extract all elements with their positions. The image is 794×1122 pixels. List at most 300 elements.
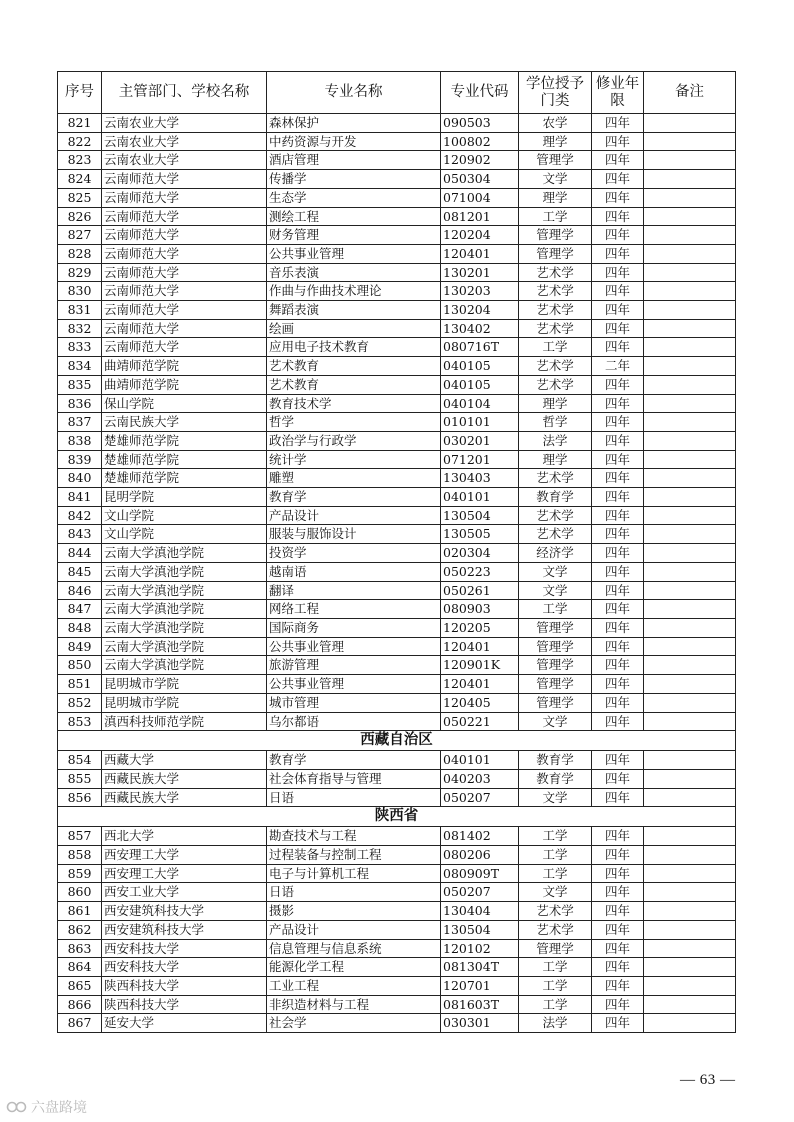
cell-major: 生态学 bbox=[267, 188, 441, 207]
cell-seq: 830 bbox=[58, 282, 102, 301]
table-row bbox=[58, 413, 736, 432]
col-header-school: 主管部门、学校名称 bbox=[102, 72, 267, 114]
cell-major: 翻译 bbox=[267, 581, 441, 600]
cell-notes bbox=[644, 939, 736, 958]
cell-code: 120401 bbox=[441, 244, 519, 263]
cell-major: 教育技术学 bbox=[267, 394, 441, 413]
cell-major: 能源化学工程 bbox=[267, 958, 441, 977]
table-row bbox=[58, 883, 736, 902]
cell-degree: 艺术学 bbox=[519, 357, 592, 376]
cell-notes bbox=[644, 712, 736, 731]
cell-seq: 854 bbox=[58, 751, 102, 770]
cell-notes bbox=[644, 846, 736, 865]
cell-years: 四年 bbox=[592, 920, 644, 939]
cell-school: 延安大学 bbox=[102, 1014, 267, 1033]
cell-school: 云南师范大学 bbox=[102, 207, 267, 226]
table-row bbox=[58, 902, 736, 921]
cell-seq: 845 bbox=[58, 562, 102, 581]
cell-school: 曲靖师范学院 bbox=[102, 357, 267, 376]
cell-code: 130204 bbox=[441, 301, 519, 320]
cell-years: 四年 bbox=[592, 675, 644, 694]
cell-seq: 834 bbox=[58, 357, 102, 376]
cell-code: 071201 bbox=[441, 450, 519, 469]
cell-code: 081201 bbox=[441, 207, 519, 226]
cell-seq: 835 bbox=[58, 375, 102, 394]
cell-school: 云南师范大学 bbox=[102, 319, 267, 338]
majors-table bbox=[57, 71, 736, 1033]
cell-notes bbox=[644, 413, 736, 432]
cell-years: 四年 bbox=[592, 114, 644, 133]
table-row bbox=[58, 600, 736, 619]
cell-notes bbox=[644, 207, 736, 226]
cell-code: 120205 bbox=[441, 618, 519, 637]
table-row bbox=[58, 226, 736, 245]
table-header-row bbox=[58, 72, 736, 114]
cell-seq: 864 bbox=[58, 958, 102, 977]
cell-seq: 866 bbox=[58, 995, 102, 1014]
cell-major: 政治学与行政学 bbox=[267, 431, 441, 450]
cell-years: 四年 bbox=[592, 939, 644, 958]
table-row bbox=[58, 469, 736, 488]
cell-major: 旅游管理 bbox=[267, 656, 441, 675]
cell-code: 040101 bbox=[441, 751, 519, 770]
cell-major: 过程装备与控制工程 bbox=[267, 846, 441, 865]
cell-notes bbox=[644, 114, 736, 133]
cell-degree: 文学 bbox=[519, 562, 592, 581]
cell-major: 公共事业管理 bbox=[267, 637, 441, 656]
cell-code: 100802 bbox=[441, 132, 519, 151]
cell-seq: 823 bbox=[58, 151, 102, 170]
cell-major: 信息管理与信息系统 bbox=[267, 939, 441, 958]
cell-degree: 艺术学 bbox=[519, 375, 592, 394]
cell-degree: 哲学 bbox=[519, 413, 592, 432]
cell-major: 社会学 bbox=[267, 1014, 441, 1033]
cell-school: 云南师范大学 bbox=[102, 282, 267, 301]
cell-code: 040105 bbox=[441, 375, 519, 394]
cell-notes bbox=[644, 170, 736, 189]
cell-major: 摄影 bbox=[267, 902, 441, 921]
cell-code: 120901K bbox=[441, 656, 519, 675]
cell-major: 乌尔都语 bbox=[267, 712, 441, 731]
cell-seq: 851 bbox=[58, 675, 102, 694]
cell-major: 产品设计 bbox=[267, 506, 441, 525]
cell-years: 四年 bbox=[592, 995, 644, 1014]
cell-years: 四年 bbox=[592, 263, 644, 282]
cell-seq: 855 bbox=[58, 769, 102, 788]
cell-degree: 艺术学 bbox=[519, 920, 592, 939]
cell-years: 四年 bbox=[592, 827, 644, 846]
cell-code: 120701 bbox=[441, 976, 519, 995]
cell-notes bbox=[644, 1014, 736, 1033]
cell-major: 产品设计 bbox=[267, 920, 441, 939]
cell-seq: 841 bbox=[58, 488, 102, 507]
cell-seq: 847 bbox=[58, 600, 102, 619]
cell-years: 四年 bbox=[592, 170, 644, 189]
cell-seq: 863 bbox=[58, 939, 102, 958]
cell-seq: 833 bbox=[58, 338, 102, 357]
cell-school: 陕西科技大学 bbox=[102, 995, 267, 1014]
cell-seq: 861 bbox=[58, 902, 102, 921]
cell-code: 120405 bbox=[441, 693, 519, 712]
cell-code: 090503 bbox=[441, 114, 519, 133]
cell-major: 哲学 bbox=[267, 413, 441, 432]
cell-seq: 839 bbox=[58, 450, 102, 469]
cell-notes bbox=[644, 244, 736, 263]
cell-degree: 教育学 bbox=[519, 488, 592, 507]
cell-major: 日语 bbox=[267, 788, 441, 807]
cell-school: 云南农业大学 bbox=[102, 132, 267, 151]
cell-code: 130404 bbox=[441, 902, 519, 921]
region-name: 陕西省 bbox=[58, 807, 736, 827]
cell-years: 四年 bbox=[592, 413, 644, 432]
cell-notes bbox=[644, 132, 736, 151]
cell-degree: 艺术学 bbox=[519, 301, 592, 320]
cell-years: 四年 bbox=[592, 450, 644, 469]
cell-degree: 农学 bbox=[519, 114, 592, 133]
table-row bbox=[58, 864, 736, 883]
cell-notes bbox=[644, 920, 736, 939]
cell-major: 统计学 bbox=[267, 450, 441, 469]
cell-code: 130403 bbox=[441, 469, 519, 488]
cell-school: 云南师范大学 bbox=[102, 244, 267, 263]
table-row bbox=[58, 581, 736, 600]
cell-notes bbox=[644, 319, 736, 338]
cell-major: 舞蹈表演 bbox=[267, 301, 441, 320]
cell-seq: 848 bbox=[58, 618, 102, 637]
table-row bbox=[58, 114, 736, 133]
cell-major: 社会体育指导与管理 bbox=[267, 769, 441, 788]
cell-degree: 工学 bbox=[519, 600, 592, 619]
table-row bbox=[58, 301, 736, 320]
cell-years: 四年 bbox=[592, 958, 644, 977]
cell-major: 勘查技术与工程 bbox=[267, 827, 441, 846]
cell-seq: 832 bbox=[58, 319, 102, 338]
table-row bbox=[58, 1014, 736, 1033]
cell-major: 绘画 bbox=[267, 319, 441, 338]
table-row bbox=[58, 618, 736, 637]
cell-code: 120204 bbox=[441, 226, 519, 245]
cell-notes bbox=[644, 618, 736, 637]
cell-major: 财务管理 bbox=[267, 226, 441, 245]
cell-years: 四年 bbox=[592, 132, 644, 151]
table-row bbox=[58, 769, 736, 788]
cell-seq: 825 bbox=[58, 188, 102, 207]
table-row bbox=[58, 693, 736, 712]
table-row bbox=[58, 132, 736, 151]
cell-degree: 艺术学 bbox=[519, 263, 592, 282]
cell-degree: 文学 bbox=[519, 788, 592, 807]
cell-code: 010101 bbox=[441, 413, 519, 432]
cell-major: 越南语 bbox=[267, 562, 441, 581]
cell-school: 西安理工大学 bbox=[102, 846, 267, 865]
cell-degree: 工学 bbox=[519, 846, 592, 865]
cell-code: 040104 bbox=[441, 394, 519, 413]
cell-seq: 849 bbox=[58, 637, 102, 656]
cell-seq: 827 bbox=[58, 226, 102, 245]
cell-code: 080909T bbox=[441, 864, 519, 883]
cell-degree: 工学 bbox=[519, 864, 592, 883]
cell-years: 四年 bbox=[592, 151, 644, 170]
cell-notes bbox=[644, 637, 736, 656]
cell-degree: 文学 bbox=[519, 581, 592, 600]
cell-notes bbox=[644, 506, 736, 525]
table-row bbox=[58, 319, 736, 338]
cell-degree: 工学 bbox=[519, 207, 592, 226]
cell-notes bbox=[644, 357, 736, 376]
cell-notes bbox=[644, 995, 736, 1014]
cell-degree: 理学 bbox=[519, 394, 592, 413]
cell-notes bbox=[644, 188, 736, 207]
cell-code: 080903 bbox=[441, 600, 519, 619]
table-row bbox=[58, 506, 736, 525]
cell-seq: 859 bbox=[58, 864, 102, 883]
cell-school: 云南大学滇池学院 bbox=[102, 581, 267, 600]
cell-notes bbox=[644, 788, 736, 807]
cell-school: 西安科技大学 bbox=[102, 958, 267, 977]
cell-code: 081603T bbox=[441, 995, 519, 1014]
cell-major: 网络工程 bbox=[267, 600, 441, 619]
cell-notes bbox=[644, 282, 736, 301]
cell-school: 云南师范大学 bbox=[102, 170, 267, 189]
cell-school: 昆明城市学院 bbox=[102, 693, 267, 712]
cell-seq: 826 bbox=[58, 207, 102, 226]
cell-seq: 821 bbox=[58, 114, 102, 133]
cell-years: 四年 bbox=[592, 656, 644, 675]
cell-major: 工业工程 bbox=[267, 976, 441, 995]
cell-years: 四年 bbox=[592, 864, 644, 883]
table-row bbox=[58, 525, 736, 544]
table-row bbox=[58, 712, 736, 731]
cell-degree: 管理学 bbox=[519, 244, 592, 263]
cell-seq: 828 bbox=[58, 244, 102, 263]
cell-seq: 846 bbox=[58, 581, 102, 600]
watermark-text: 六盘路境 bbox=[31, 1100, 87, 1116]
cell-notes bbox=[644, 883, 736, 902]
table-row bbox=[58, 637, 736, 656]
table-row bbox=[58, 282, 736, 301]
table-row bbox=[58, 827, 736, 846]
cell-code: 081304T bbox=[441, 958, 519, 977]
cell-degree: 法学 bbox=[519, 1014, 592, 1033]
cell-school: 曲靖师范学院 bbox=[102, 375, 267, 394]
cell-code: 130402 bbox=[441, 319, 519, 338]
cell-degree: 管理学 bbox=[519, 693, 592, 712]
cell-major: 中药资源与开发 bbox=[267, 132, 441, 151]
cell-notes bbox=[644, 751, 736, 770]
table-row bbox=[58, 976, 736, 995]
cell-notes bbox=[644, 488, 736, 507]
cell-school: 云南师范大学 bbox=[102, 226, 267, 245]
cell-school: 云南民族大学 bbox=[102, 413, 267, 432]
cell-years: 四年 bbox=[592, 544, 644, 563]
table-row bbox=[58, 263, 736, 282]
cell-degree: 艺术学 bbox=[519, 469, 592, 488]
cell-school: 西安理工大学 bbox=[102, 864, 267, 883]
cell-seq: 840 bbox=[58, 469, 102, 488]
cell-degree: 文学 bbox=[519, 883, 592, 902]
cell-school: 文山学院 bbox=[102, 506, 267, 525]
cell-code: 050261 bbox=[441, 581, 519, 600]
cell-code: 130504 bbox=[441, 920, 519, 939]
cell-years: 四年 bbox=[592, 488, 644, 507]
cell-school: 云南大学滇池学院 bbox=[102, 637, 267, 656]
cell-degree: 管理学 bbox=[519, 226, 592, 245]
cell-school: 楚雄师范学院 bbox=[102, 431, 267, 450]
cell-degree: 文学 bbox=[519, 712, 592, 731]
cell-seq: 862 bbox=[58, 920, 102, 939]
cell-school: 西安科技大学 bbox=[102, 939, 267, 958]
table-row bbox=[58, 488, 736, 507]
cell-years: 四年 bbox=[592, 693, 644, 712]
cell-years: 四年 bbox=[592, 394, 644, 413]
col-header-code: 专业代码 bbox=[441, 72, 519, 114]
cell-code: 120102 bbox=[441, 939, 519, 958]
cell-major: 教育学 bbox=[267, 751, 441, 770]
cell-school: 云南大学滇池学院 bbox=[102, 656, 267, 675]
cell-degree: 艺术学 bbox=[519, 282, 592, 301]
cell-code: 130203 bbox=[441, 282, 519, 301]
table-row bbox=[58, 656, 736, 675]
cell-major: 国际商务 bbox=[267, 618, 441, 637]
cell-school: 保山学院 bbox=[102, 394, 267, 413]
cell-major: 教育学 bbox=[267, 488, 441, 507]
cell-code: 050221 bbox=[441, 712, 519, 731]
cell-seq: 831 bbox=[58, 301, 102, 320]
cell-school: 陕西科技大学 bbox=[102, 976, 267, 995]
table-row bbox=[58, 357, 736, 376]
cell-code: 050304 bbox=[441, 170, 519, 189]
cell-major: 森林保护 bbox=[267, 114, 441, 133]
table-row bbox=[58, 939, 736, 958]
cell-degree: 教育学 bbox=[519, 751, 592, 770]
cell-years: 四年 bbox=[592, 788, 644, 807]
cell-school: 云南农业大学 bbox=[102, 114, 267, 133]
cell-years: 四年 bbox=[592, 469, 644, 488]
cell-seq: 842 bbox=[58, 506, 102, 525]
cell-school: 昆明学院 bbox=[102, 488, 267, 507]
region-header-row bbox=[58, 731, 736, 751]
cell-seq: 844 bbox=[58, 544, 102, 563]
cell-seq: 865 bbox=[58, 976, 102, 995]
cell-degree: 管理学 bbox=[519, 675, 592, 694]
cell-code: 040203 bbox=[441, 769, 519, 788]
cell-school: 西安建筑科技大学 bbox=[102, 902, 267, 921]
cell-notes bbox=[644, 562, 736, 581]
cell-seq: 822 bbox=[58, 132, 102, 151]
cell-years: 四年 bbox=[592, 525, 644, 544]
cell-notes bbox=[644, 226, 736, 245]
cell-years: 四年 bbox=[592, 769, 644, 788]
cell-seq: 850 bbox=[58, 656, 102, 675]
cell-major: 艺术教育 bbox=[267, 375, 441, 394]
cell-degree: 工学 bbox=[519, 958, 592, 977]
table-row bbox=[58, 188, 736, 207]
table-row bbox=[58, 788, 736, 807]
cell-code: 080206 bbox=[441, 846, 519, 865]
cell-years: 四年 bbox=[592, 188, 644, 207]
cell-years: 四年 bbox=[592, 600, 644, 619]
col-header-major: 专业名称 bbox=[267, 72, 441, 114]
cell-code: 050207 bbox=[441, 883, 519, 902]
cell-years: 四年 bbox=[592, 301, 644, 320]
cell-notes bbox=[644, 431, 736, 450]
cell-degree: 艺术学 bbox=[519, 525, 592, 544]
table-row bbox=[58, 751, 736, 770]
cell-years: 四年 bbox=[592, 902, 644, 921]
cell-seq: 860 bbox=[58, 883, 102, 902]
cell-notes bbox=[644, 338, 736, 357]
table-row bbox=[58, 170, 736, 189]
cell-code: 050207 bbox=[441, 788, 519, 807]
col-header-years: 修业年限 bbox=[592, 72, 644, 114]
cell-code: 040105 bbox=[441, 357, 519, 376]
cell-code: 130505 bbox=[441, 525, 519, 544]
cell-major: 传播学 bbox=[267, 170, 441, 189]
cell-school: 西北大学 bbox=[102, 827, 267, 846]
cell-major: 公共事业管理 bbox=[267, 244, 441, 263]
region-name: 西藏自治区 bbox=[58, 731, 736, 751]
cell-years: 四年 bbox=[592, 581, 644, 600]
cell-years: 四年 bbox=[592, 562, 644, 581]
table-body bbox=[58, 114, 736, 1033]
cell-seq: 843 bbox=[58, 525, 102, 544]
cell-years: 四年 bbox=[592, 319, 644, 338]
cell-code: 020304 bbox=[441, 544, 519, 563]
cell-years: 四年 bbox=[592, 846, 644, 865]
cell-school: 西安建筑科技大学 bbox=[102, 920, 267, 939]
cell-school: 西安工业大学 bbox=[102, 883, 267, 902]
cell-code: 081402 bbox=[441, 827, 519, 846]
col-header-degree: 学位授予门类 bbox=[519, 72, 592, 114]
table-row bbox=[58, 207, 736, 226]
cell-notes bbox=[644, 675, 736, 694]
cell-seq: 853 bbox=[58, 712, 102, 731]
cell-major: 音乐表演 bbox=[267, 263, 441, 282]
cell-school: 云南大学滇池学院 bbox=[102, 544, 267, 563]
watermark bbox=[6, 1097, 87, 1117]
cell-degree: 理学 bbox=[519, 188, 592, 207]
cell-degree: 法学 bbox=[519, 431, 592, 450]
cell-notes bbox=[644, 902, 736, 921]
cell-notes bbox=[644, 581, 736, 600]
cell-degree: 管理学 bbox=[519, 939, 592, 958]
cell-code: 130504 bbox=[441, 506, 519, 525]
cell-years: 四年 bbox=[592, 226, 644, 245]
cell-major: 作曲与作曲技术理论 bbox=[267, 282, 441, 301]
cell-notes bbox=[644, 769, 736, 788]
cell-school: 云南师范大学 bbox=[102, 188, 267, 207]
cell-degree: 工学 bbox=[519, 995, 592, 1014]
cell-major: 城市管理 bbox=[267, 693, 441, 712]
cell-years: 四年 bbox=[592, 618, 644, 637]
cell-degree: 工学 bbox=[519, 827, 592, 846]
cell-seq: 852 bbox=[58, 693, 102, 712]
cell-seq: 838 bbox=[58, 431, 102, 450]
table-row bbox=[58, 995, 736, 1014]
cell-degree: 文学 bbox=[519, 170, 592, 189]
cell-major: 非织造材料与工程 bbox=[267, 995, 441, 1014]
cell-school: 西藏民族大学 bbox=[102, 769, 267, 788]
cell-degree: 教育学 bbox=[519, 769, 592, 788]
cell-years: 四年 bbox=[592, 431, 644, 450]
cell-major: 电子与计算机工程 bbox=[267, 864, 441, 883]
cell-years: 四年 bbox=[592, 207, 644, 226]
cell-seq: 824 bbox=[58, 170, 102, 189]
cell-school: 云南大学滇池学院 bbox=[102, 600, 267, 619]
cell-degree: 艺术学 bbox=[519, 902, 592, 921]
cell-years: 四年 bbox=[592, 375, 644, 394]
table-row bbox=[58, 920, 736, 939]
